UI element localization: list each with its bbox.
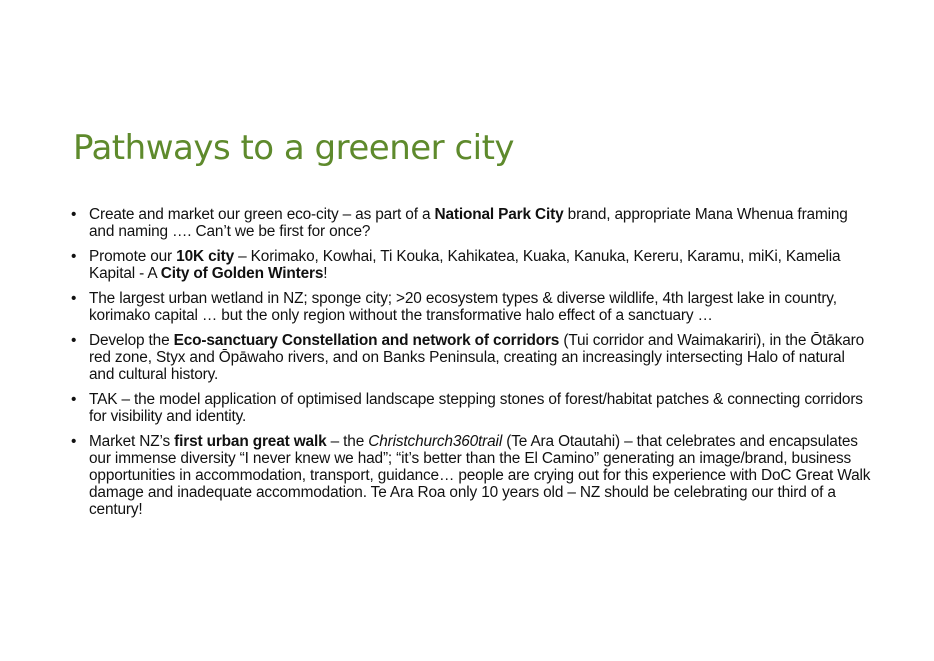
bullet-item [71, 248, 871, 282]
bullet-text-segment: Market NZ’s [89, 433, 175, 450]
bullet-text-segment: – the [326, 433, 369, 450]
bullet-text-segment: 10K city [176, 248, 235, 265]
bullet-dot-icon: • [71, 391, 77, 408]
bullet-text-segment: ! [323, 265, 328, 282]
bullet-text-segment: brand, appropriate Mana Whenua framing and naming …. Can’t we be first for once? [89, 206, 848, 240]
bullet-text-segment: National Park City [434, 206, 564, 223]
bullet-dot-icon: • [71, 248, 77, 265]
bullet-dot-icon: • [71, 433, 77, 450]
bullet-text-segment: Eco-sanctuary Constellation and network of corridors [173, 332, 560, 349]
bullet-dot-icon: • [71, 206, 77, 223]
bullet-text-segment: Promote our [89, 248, 177, 265]
bullet-dot-icon: • [71, 290, 77, 307]
bullet-text-segment: City of Golden Winters [160, 265, 324, 282]
bullet-text-segment: (Te Ara Otautahi) – that celebrates and encapsulates our immense diversity “I never knew we had”; “it’s better than the El Camino” generating an image/brand, business opportunities in accommodation, transport, guidance… people are crying out for this experience with DoC Great Walk damage and inadequate accommodation. Te Ara Roa only 10 years old – NZ should be celebrating our third of a century! [89, 433, 871, 518]
bullet-text-segment: Create and market our green eco-city – as part of a [89, 206, 435, 223]
bullet-item [71, 206, 871, 240]
bullet-text-segment: Christchurch360trail [368, 433, 503, 450]
bullet-text-segment: The largest urban wetland in NZ; sponge city; >20 ecosystem types & diverse wildlife, 4th largest lake in country, korimako capital … but the only region without the transformative halo effect of a sanctuary … [89, 290, 837, 324]
bullet-list [71, 206, 871, 526]
slide-title: Pathways to a greener city [73, 128, 515, 168]
bullet-item [71, 433, 871, 518]
bullet-text-segment: – Korimako, Kowhai, Ti Kouka, Kahikatea, Kuaka, Kanuka, Kereru, Karamu, miKi, Kamelia Kapital - A [89, 248, 841, 282]
bullet-text-segment: Develop the [89, 332, 174, 349]
bullet-item [71, 391, 871, 425]
bullet-item [71, 332, 871, 383]
bullet-text-segment: first urban great walk [174, 433, 327, 450]
bullet-item [71, 290, 871, 324]
bullet-dot-icon: • [71, 332, 77, 349]
bullet-text-segment: (Tui corridor and Waimakariri), in the Ōtākaro red zone, Styx and Ōpāwaho rivers, and on Banks Peninsula, creating an increasingly intersecting Halo of natural and cultural history. [89, 332, 865, 383]
bullet-text-segment: TAK – the model application of optimised landscape stepping stones of forest/habitat patches & connecting corridors for visibility and identity. [89, 391, 863, 425]
